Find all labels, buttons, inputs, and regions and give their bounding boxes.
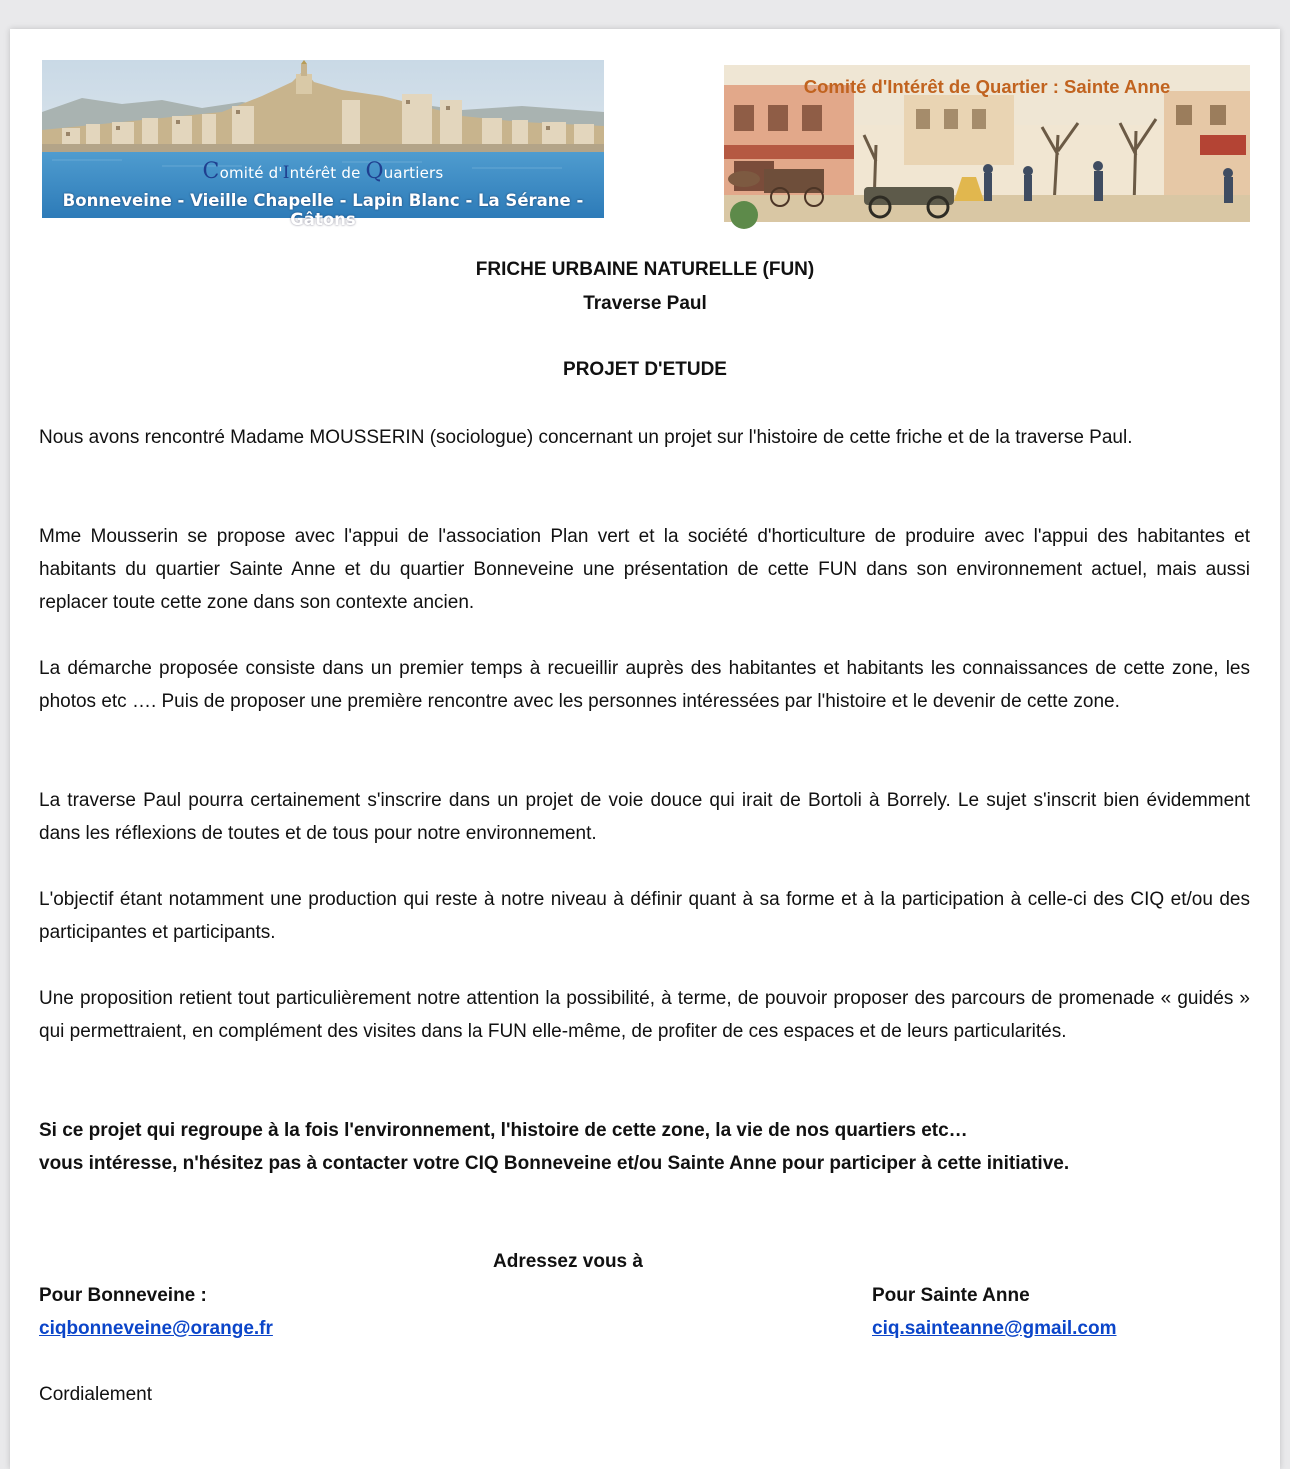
callout-line-2: vous intéresse, n'hésitez pas à contacter votre CIQ Bonneveine et/ou Sainte Anne pour participer à cette initiative.	[39, 1153, 1070, 1174]
banner-ciq-bonneveine	[42, 60, 604, 229]
title-part: omité d'	[219, 164, 283, 182]
paragraph-4: La traverse Paul pourra certainement s'inscrire dans un projet de voie douce qui irait de Bortoli à Borrely. Le sujet s'inscrit bien évidemment dans les réflexions de toutes et de tous pour notre environnement.	[39, 790, 1250, 844]
contact-right-label: Pour Sainte Anne	[872, 1285, 1030, 1306]
contact-left-label: Pour Bonneveine :	[39, 1285, 207, 1306]
banner-left-title	[42, 159, 604, 184]
paragraph-5: L'objectif étant notamment une production qui reste à notre niveau à définir quant à sa forme et à la participation à celle-ci des CIQ et/ou des participantes et participants.	[39, 889, 1250, 943]
banner-ciq-sainte-anne	[724, 65, 1250, 222]
contact-heading: Adressez vous à	[493, 1251, 643, 1272]
document-title-line-2: Traverse Paul	[583, 293, 707, 314]
document-page	[10, 29, 1280, 1469]
title-cap-i: I	[282, 163, 290, 183]
paragraph-1: Nous avons rencontré Madame MOUSSERIN (sociologue) concernant un projet sur l'histoire de cette friche et de la traverse Paul.	[39, 427, 1133, 448]
email-link-sainte-anne[interactable]: ciq.sainteanne@gmail.com	[872, 1318, 1117, 1339]
title-cap-c: C	[202, 159, 220, 184]
paragraph-3: La démarche proposée consiste dans un premier temps à recueillir auprès des habitantes et habitants les connaissances de cette zone, les photos etc …. Puis de proposer une première rencontre avec les personnes intéressées par l'histoire et le devenir de cette zone.	[39, 658, 1250, 712]
callout-line-1: Si ce projet qui regroupe à la fois l'environnement, l'histoire de cette zone, la vie de nos quartiers etc…	[39, 1120, 968, 1141]
email-link-bonneveine[interactable]: ciqbonneveine@orange.fr	[39, 1318, 273, 1339]
paragraph-6: Une proposition retient tout particulièrement notre attention la possibilité, à terme, de pouvoir proposer des parcours de promenade « guidés » qui permettraient, en complément des visites dans la FUN elle-même, de profiter de ces espaces et de leurs particularités.	[39, 988, 1250, 1042]
contact-left-email-wrap	[39, 1318, 273, 1340]
title-part: ntérêt de	[289, 164, 366, 182]
title-cap-q: Q	[365, 159, 384, 184]
banner-right-title: Comité d'Intérêt de Quartier : Sainte Anne	[803, 76, 1171, 97]
contact-right-email-wrap	[872, 1318, 1117, 1340]
title-part: uartiers	[383, 164, 444, 182]
paragraph-2: Mme Mousserin se propose avec l'appui de l'association Plan vert et la société d'horticulture de produire avec l'appui des habitantes et habitants du quartier Sainte Anne et du quartier Bonneveine une présentation de cette FUN dans son environnement actuel, mais aussi replacer toute cette zone dans son contexte ancien.	[39, 526, 1250, 613]
banner-left-subtitle: Bonneveine - Vieille Chapelle - Lapin Blanc - La Sérane - Gâtons	[62, 191, 584, 229]
document-title: FRICHE URBAINE NATURELLE (FUN)	[475, 259, 815, 280]
document-subtitle: PROJET D'ETUDE	[563, 359, 727, 380]
closing: Cordialement	[39, 1384, 152, 1405]
